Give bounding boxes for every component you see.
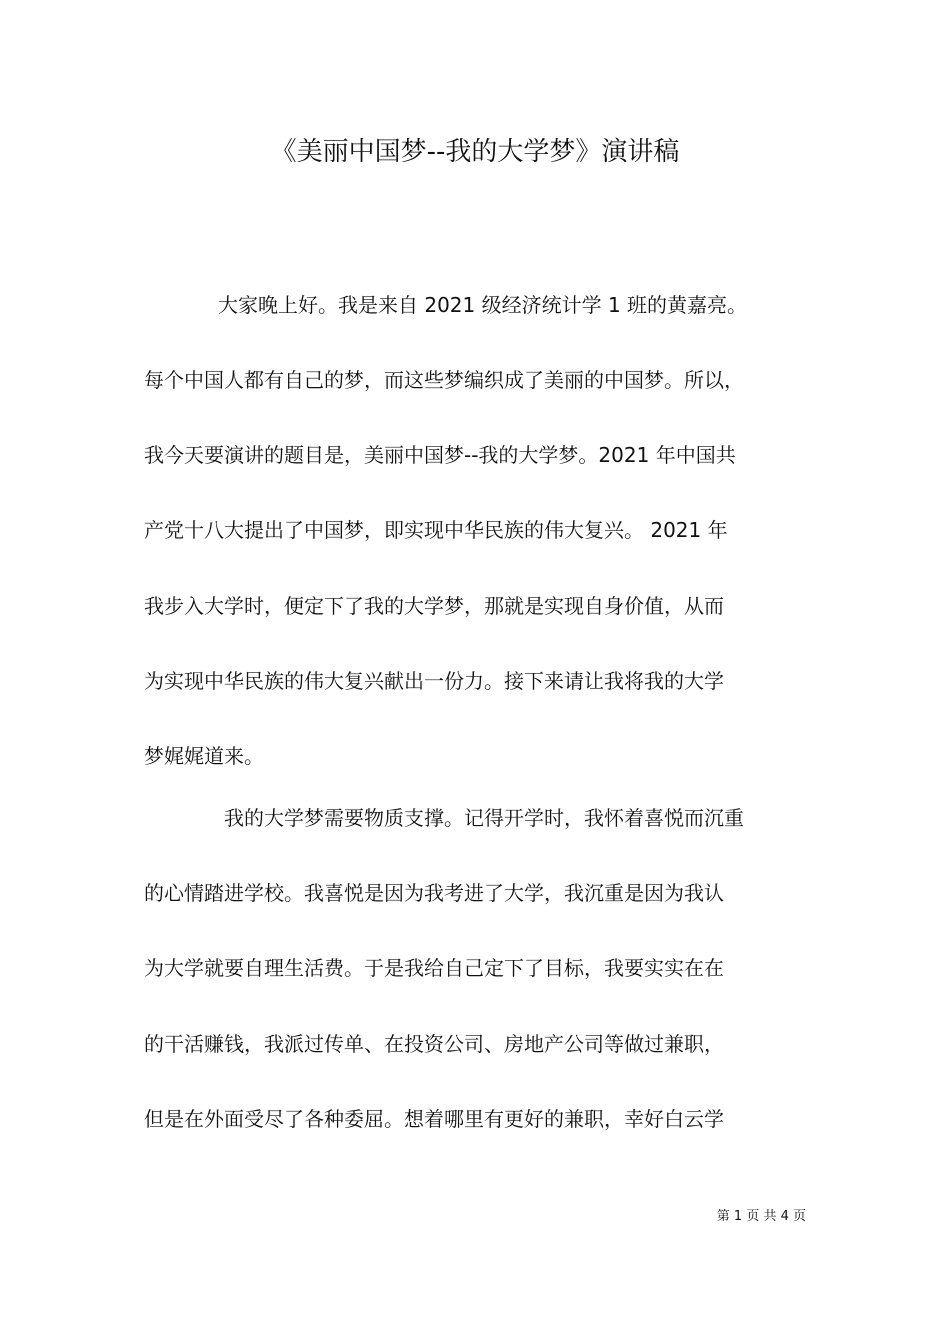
paragraph-line: 我的大学梦需要物质支撑。记得开学时，我怀着喜悦而沉重 xyxy=(224,806,744,830)
paragraph-line: 我步入大学时，便定下了我的大学梦，那就是实现自身价值，从而 xyxy=(144,594,724,618)
paragraph-line: 每个中国人都有自己的梦，而这些梦编织成了美丽的中国梦。所以， xyxy=(144,368,744,392)
paragraph-line: 梦娓娓道来。 xyxy=(144,744,264,768)
paragraph-line: 的心情踏进学校。我喜悦是因为我考进了大学，我沉重是因为我认 xyxy=(144,881,724,905)
document-title: 《美丽中国梦--我的大学梦》演讲稿 xyxy=(270,137,680,167)
paragraph-line: 为实现中华民族的伟大复兴献出一份力。接下来请让我将我的大学 xyxy=(144,669,724,693)
page-number: 第 1 页 共 4 页 xyxy=(716,1209,806,1224)
paragraph-line: 为大学就要自理生活费。于是我给自己定下了目标，我要实实在在 xyxy=(144,956,724,980)
paragraph-line: 我今天要演讲的题目是，美丽中国梦--我的大学梦。2021 年中国共 xyxy=(144,443,736,467)
paragraph-line: 产党十八大提出了中国梦，即实现中华民族的伟大复兴。 2021 年 xyxy=(144,518,728,542)
paragraph-line: 但是在外面受尽了各种委屈。想着哪里有更好的兼职，幸好白云学 xyxy=(144,1107,724,1131)
paragraph-line: 的干活赚钱，我派过传单、在投资公司、房地产公司等做过兼职， xyxy=(144,1032,724,1056)
paragraph-line: 大家晚上好。我是来自 2021 级经济统计学 1 班的黄嘉亮。 xyxy=(218,293,748,317)
